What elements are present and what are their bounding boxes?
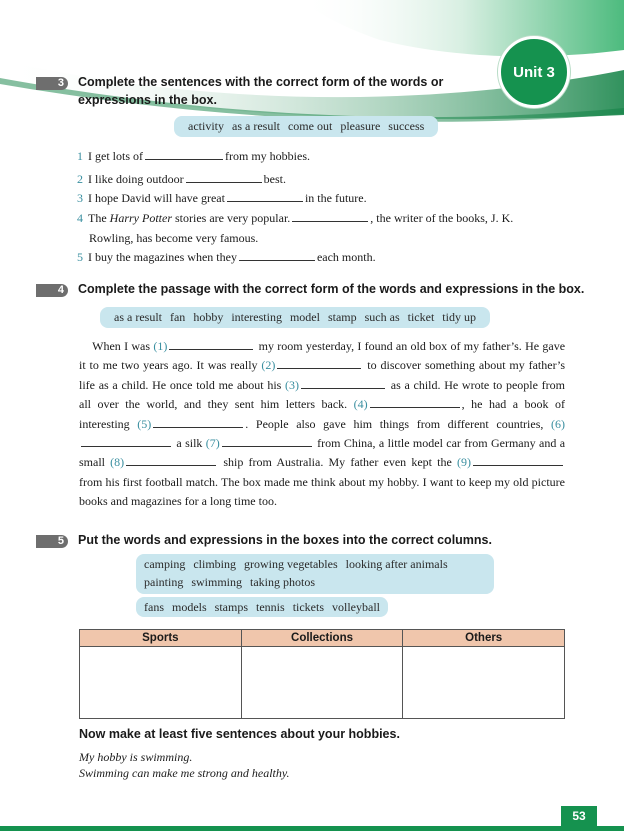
word-such-as: such as: [364, 310, 400, 324]
word-activity: activity: [188, 119, 224, 133]
exercise-3-word-box: [174, 116, 438, 137]
column-header-collections: Collections: [242, 630, 403, 647]
column-cell-collections[interactable]: [242, 647, 403, 718]
word-success: success: [388, 119, 425, 133]
column-others: [403, 630, 564, 718]
exercise-5-number: 5: [36, 535, 68, 548]
column-header-sports: Sports: [80, 630, 241, 647]
exercise-3-sentence-4: 4 The Harry Potter stories are very popular. , the writer of the books, J. K.: [77, 211, 514, 225]
word-growing-vegetables: growing vegetables: [244, 557, 338, 571]
exercise-3-sentence-2: 2 I like doing outdoor best.: [77, 172, 286, 186]
word-painting: painting: [144, 575, 184, 589]
word-camping: camping: [144, 557, 186, 571]
exercise-4-passage: When I was (1) my room yesterday, I found an old box of my father’s. He gave it to me two years ago. It was really (2) to discover something about my father’s life as a child. He once told me about his (3) as a child. He wrote to people from all over the world, and they sent him letters back. (4) , he had a book of interesting (5) . People also gave him things from different countries, (6) a silk (7) from China, a little model car from Germany and a small (8) ship from Australia. My father even kept the (9) from his first football match. The box made me think about my hobby. I want to keep my old picture books and magazines for a long time too.: [79, 339, 566, 509]
word-volleyball: volleyball: [332, 600, 381, 614]
column-cell-others[interactable]: [403, 647, 564, 718]
word-stamp: stamp: [327, 310, 357, 324]
answer-blank[interactable]: [186, 171, 262, 183]
column-cell-sports[interactable]: [80, 647, 241, 718]
exercise-3-number: 3: [36, 77, 68, 90]
word-tickets: tickets: [292, 600, 325, 614]
example-sentence-2: Swimming can make me strong and healthy.: [79, 766, 290, 780]
answer-blank[interactable]: [370, 396, 460, 408]
exercise-3-instruction-line1: Complete the sentences with the correct form of the words or: [78, 75, 444, 89]
follow-up-instruction: Now make at least five sentences about your hobbies.: [79, 727, 400, 741]
exercise-3-instruction-line2: expressions in the box.: [78, 93, 217, 107]
answer-blank[interactable]: [227, 190, 303, 202]
column-header-others: Others: [403, 630, 564, 647]
word-as-a-result: as a result: [114, 310, 162, 324]
exercise-4-word-box: [100, 307, 490, 328]
unit-badge: Unit 3: [498, 36, 570, 108]
word-interesting: interesting: [231, 310, 282, 324]
word-taking-photos: taking photos: [250, 575, 315, 589]
answer-blank[interactable]: [239, 249, 315, 261]
exercise-3-sentence-4-continued: Rowling, has become very famous.: [89, 231, 259, 245]
example-sentence-1: My hobby is swimming.: [79, 750, 193, 764]
word-hobby: hobby: [193, 310, 224, 324]
answer-blank[interactable]: [292, 210, 368, 222]
word-tidy-up: tidy up: [442, 310, 476, 324]
word-come-out: come out: [287, 119, 333, 133]
bottom-bar: [0, 826, 624, 831]
word-looking-after-animals: looking after animals: [345, 557, 448, 571]
exercise-3-sentence-1: 1 I get lots of from my hobbies.: [77, 149, 310, 163]
exercise-5-activities-box: [136, 554, 494, 594]
exercise-3-sentence-5: 5 I buy the magazines when they each month.: [77, 250, 376, 264]
word-fan: fan: [169, 310, 186, 324]
column-collections: [242, 630, 404, 718]
exercise-3-sentence-3: 3 I hope David will have great in the future.: [77, 191, 367, 205]
exercise-5-items-box: [136, 597, 388, 617]
answer-blank[interactable]: [222, 435, 312, 447]
exercise-5-instruction: Put the words and expressions in the boxes into the correct columns.: [78, 533, 492, 547]
word-model: model: [289, 310, 320, 324]
exercise-3-instruction: [78, 73, 443, 109]
page-number: 53: [561, 806, 597, 826]
word-fans: fans: [144, 600, 164, 614]
answer-blank[interactable]: [145, 148, 223, 160]
word-as-a-result: as a result: [232, 119, 280, 133]
word-swimming: swimming: [191, 575, 242, 589]
exercise-4-instruction: Complete the passage with the correct form of the words and expressions in the box.: [78, 282, 585, 296]
exercise-4-number: 4: [36, 284, 68, 297]
answer-blank[interactable]: [301, 377, 385, 389]
answer-blank[interactable]: [126, 454, 216, 466]
sorting-table: [79, 629, 565, 719]
word-ticket: ticket: [407, 310, 435, 324]
word-tennis: tennis: [256, 600, 285, 614]
answer-blank[interactable]: [473, 454, 563, 466]
word-pleasure: pleasure: [340, 119, 381, 133]
answer-blank[interactable]: [169, 338, 253, 350]
word-climbing: climbing: [193, 557, 236, 571]
answer-blank[interactable]: [277, 357, 361, 369]
word-models: models: [172, 600, 207, 614]
column-sports: [80, 630, 242, 718]
word-stamps: stamps: [214, 600, 249, 614]
answer-blank[interactable]: [153, 416, 243, 428]
answer-blank[interactable]: [81, 435, 171, 447]
